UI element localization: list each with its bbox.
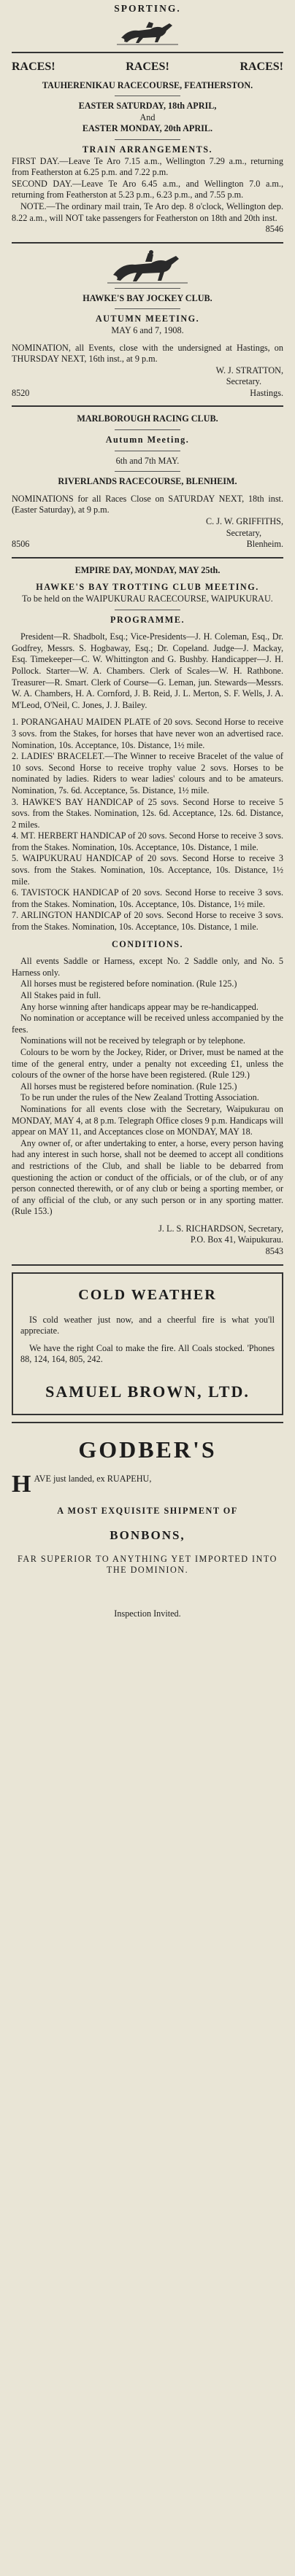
- godber-title: GODBER'S: [78, 1436, 217, 1463]
- empire-day-line: EMPIRE DAY, MONDAY, MAY 25th.: [74, 564, 221, 575]
- signer-name: J. L. S. RICHARDSON, Secretary,: [158, 1223, 283, 1234]
- programme-title: PROGRAMME.: [110, 614, 185, 625]
- condition-item: Nominations will not be received by telegraph or by telephone.: [20, 1035, 245, 1046]
- advert-ref: 8506: [12, 539, 30, 550]
- race-event: 3. HAWKE'S BAY HANDICAP of 25 sovs. Second Horse to receive 5 sovs. from the Stakes. Nomination, 12s. 6d. Acceptance, 12s. 6d. Distance, 2 miles.: [12, 796, 283, 830]
- hawkes-bay-trotting-advert: [12, 565, 283, 1258]
- horse-racing-illustration-icon: [117, 19, 178, 45]
- coal-text: We have the right Coal to make the fire. All Coals stocked. 'Phones 88, 124, 164, 805, 242.: [20, 1342, 275, 1365]
- nomination-text: NOMINATIONS for all Races Close on SATURDAY NEXT, 18th inst. (Easter Saturday), at 9 p.m.: [12, 493, 283, 515]
- meeting-title: Autumn Meeting.: [105, 435, 190, 445]
- signer-name: W. J. STRATTON,: [215, 365, 283, 375]
- section-heading: SPORTING.: [114, 3, 181, 14]
- condition-item: Any horse winning after handicaps appear may be re-handicapped.: [20, 1001, 258, 1012]
- advert-place: Hastings.: [250, 387, 283, 398]
- jockey-club-title: HAWKE'S BAY JOCKEY CLUB.: [83, 292, 212, 303]
- advert-ref: 8520: [12, 387, 30, 398]
- superior-text: FAR SUPERIOR TO ANYTHING YET IMPORTED INTO THE DOMINION.: [18, 1553, 277, 1576]
- advert-footer: [12, 388, 283, 400]
- section-divider: [12, 1422, 283, 1423]
- tauherenikau-advert: [12, 60, 283, 236]
- shipment-text: A MOST EXQUISITE SHIPMENT OF: [57, 1506, 238, 1517]
- section-divider: [12, 557, 283, 559]
- race-event: 5. WAIPUKURAU HANDICAP of 20 sovs. Second Horse to receive 3 sovs. from the Stakes. Nomination, 10s. Acceptance, 10s. Distance, 1½ mile.: [12, 853, 283, 887]
- races-word-2: RACES!: [126, 60, 169, 73]
- race-day-2: EASTER MONDAY, 20th APRIL.: [82, 123, 213, 134]
- cold-weather-advert: [12, 1272, 283, 1415]
- hawkes-bay-jockey-advert: [12, 250, 283, 400]
- condition-item: No nomination or acceptance will be received unless accompanied by the fees.: [12, 1013, 283, 1035]
- condition-item: Any owner of, or after undertaking to enter, a horse, every person having had any interest in such horse, shall not be deemed to accept all conditions and restrictions of the Club, and shall be liable to be debarred from questioning the action or conduct of the officials, or of the club, or of any person connected therewith, or of any club or being a sporting member, or of any official of the club, or any such person or in any sporting matter. (Rule 153.): [12, 1137, 283, 1217]
- signer-role: Secretary,: [226, 527, 261, 538]
- condition-item: All Stakes paid in full.: [20, 990, 101, 1000]
- race-event: 4. MT. HERBERT HANDICAP of 20 sovs. Second Horse to receive 3 sovs. from the Stakes. Nomination, 10s. Acceptance, 10s. Distance, 1 mile.: [12, 830, 283, 852]
- race-event: 2. LADIES' BRACELET.—The Winner to receive Bracelet of the value of 10 sovs. Second Horse to receive trophy value 2 sovs. Horses to be nominated by ladies. Riders to wear ladies' colours and to be amateurs. Nomination, 7s. 6d. Acceptance, 5s. Distance, 1½ mile.: [12, 751, 283, 795]
- meeting-dates: 6th and 7th MAY.: [115, 455, 180, 466]
- second-day-text: SECOND DAY.—Leave Te Aro 6.45 a.m., and Wellington 7.0 a.m., returning from Featherston at 5.23 p.m., 6.23 p.m., and 7.55 p.m.: [12, 178, 283, 201]
- condition-item: To be run under the rules of the New Zealand Trotting Association.: [20, 1092, 259, 1103]
- race-event: 7. ARLINGTON HANDICAP of 20 sovs. Second Horse to receive 3 sovs. from the Stakes. Nomination, 10s. Acceptance, 10s. Distance, 1 mile.: [12, 910, 283, 933]
- section-divider: [12, 1264, 283, 1266]
- jockey-on-horse-icon: [107, 250, 188, 284]
- note-text: NOTE.—The ordinary mail train, Te Aro dep. 8 o'clock, Wellington dep. 8.22 a.m., will NOT take passengers for Featherston on 18th and 20th inst.: [12, 201, 283, 223]
- condition-item: All horses must be registered before nomination. (Rule 125.): [20, 978, 237, 989]
- races-word-3: RACES!: [240, 60, 283, 73]
- racecourse-name: RIVERLANDS RACECOURSE, BLENHEIM.: [58, 476, 237, 487]
- advert-place: Blenheim.: [246, 539, 283, 550]
- condition-item: Colours to be worn by the Jockey, Rider, or Driver, must be named at the time of the general entry, under a penalty not exceeding £1, unless the colours of the owner of the horse have been registered. (Rule 129.): [12, 1046, 283, 1081]
- condition-item: All horses must be registered before nomination. (Rule 125.): [20, 1081, 237, 1092]
- godber-advert: [12, 1430, 283, 1619]
- signer-address: P.O. Box 41, Waipukurau.: [190, 1234, 283, 1245]
- conditions-title: CONDITIONS.: [111, 938, 184, 949]
- race-event: 6. TAVISTOCK HANDICAP of 20 sovs. Second Horse to receive 3 sovs. from the Stakes. Nomination, 10s. Acceptance, 10s. Distance, 1½ mile.: [12, 887, 283, 909]
- trotting-club-title: HAWKE'S BAY TROTTING CLUB MEETING.: [36, 582, 259, 593]
- condition-item: All events Saddle or Harness, except No. 2 Saddle only, and No. 5 Harness only.: [12, 956, 283, 978]
- condition-item: Nominations for all events close with the Secretary, Waipukurau on MONDAY, MAY 4, at 8 p.m. Telegraph Office closes 9 p.m. Handicaps will appear on MAY 11, and Acceptances close on MONDAY, MAY 18.: [12, 1103, 283, 1137]
- meeting-title: AUTUMN MEETING.: [95, 314, 200, 324]
- signer-name: C. J. W. GRIFFITHS,: [206, 516, 283, 527]
- racecourse-title: TAUHERENIKAU RACECOURSE, FEATHERSTON.: [42, 79, 253, 90]
- section-divider: [12, 242, 283, 244]
- races-banner: [12, 60, 283, 74]
- section-divider: [12, 405, 283, 407]
- advert-ref: 8543: [265, 1246, 283, 1257]
- first-day-text: FIRST DAY.—Leave Te Aro 7.15 a.m., Wellington 7.29 a.m., returning from Featherston at 6.25 p.m. and 7.22 p.m.: [12, 155, 283, 178]
- racing-club-title: MARLBOROUGH RACING CLUB.: [77, 413, 218, 424]
- newspaper-column: [12, 0, 283, 1619]
- advert-ref: 8546: [265, 224, 283, 235]
- inspection-text: Inspection Invited.: [114, 1608, 181, 1619]
- nomination-text: NOMINATION, all Events, close with the undersigned at Hastings, on THURSDAY NEXT, 16th inst., at 9 p.m.: [12, 342, 283, 365]
- section-divider: [12, 52, 283, 53]
- meeting-dates: MAY 6 and 7, 1908.: [111, 324, 184, 335]
- marlborough-advert: [12, 413, 283, 550]
- cold-weather-title: COLD WEATHER: [78, 1286, 217, 1303]
- company-name: SAMUEL BROWN, LTD.: [45, 1382, 250, 1401]
- landed-text: [12, 1471, 283, 1498]
- cold-weather-text: IS cold weather just now, and a cheerful fire is what you'll appreciate.: [20, 1314, 275, 1336]
- races-word-1: RACES!: [12, 60, 55, 73]
- officials-list: President—R. Shadbolt, Esq.; Vice-Presidents—J. H. Coleman, Esq., Dr. Godfrey, Messrs. S. Hogbaway, Esq.; Dr. Copeland. Judge—J. Mackay, Esq. Timekeeper—C. W. Whittington and G. Bushby. Handicapper—J. H. Pollock. Starter—W. A. Chambers. Clerk of Scales—W. H. Rathbone. Treasurer—R. Smart. Clerk of Course—G. Leman, jun. Stewards—Messrs. W. A. Chambers, H. A. Cornford, J. B. Reid, J. L. Merton, S. F. Wells, J. A. M'Leod, O'Neil, C. Jones, J. J. Bailey.: [12, 631, 283, 710]
- signer-role: Secretary.: [226, 376, 261, 387]
- drop-cap: H: [12, 1471, 31, 1498]
- bonbons-text: BONBONS,: [110, 1528, 185, 1542]
- race-event: 1. PORANGAHAU MAIDEN PLATE of 20 sovs. Second Horse to receive 3 sovs. from the Stakes, for horses that have never won an advertised race. Nomination, 10s. Acceptance, 10s. Distance, 1½ mile.: [12, 717, 283, 750]
- train-arrangements-title: TRAIN ARRANGEMENTS.: [82, 144, 213, 155]
- venue-line: To be held on the WAIPUKURAU RACECOURSE, WAIPUKURAU.: [22, 594, 273, 604]
- advert-footer: [12, 539, 283, 550]
- landed-text-body: AVE just landed, ex RUAPEHU,: [34, 1474, 152, 1484]
- race-day-1: EASTER SATURDAY, 18th APRIL,: [78, 101, 217, 112]
- and-label: And: [139, 112, 156, 122]
